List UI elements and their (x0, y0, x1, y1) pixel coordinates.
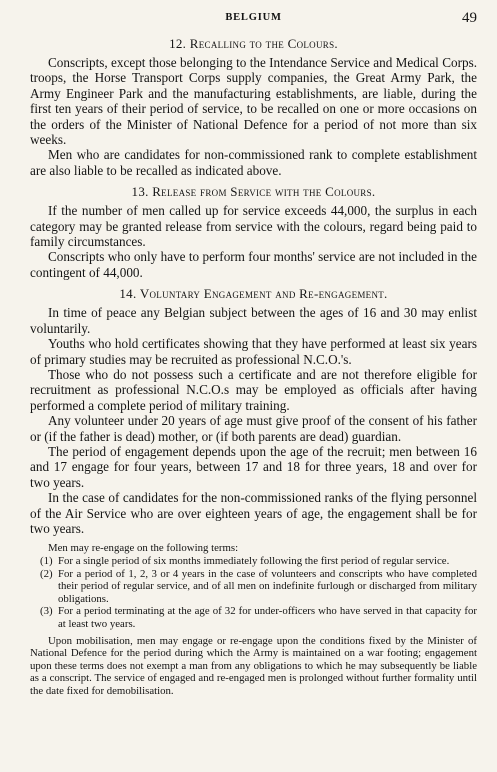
paragraph: The period of engagement depends upon the age of the recruit; men between 16 and 17 engage for four years, between 17 and 18 for three years, 18 and over for two years. (30, 443, 477, 490)
paragraph: Men who are candidates for non-commissioned rank to complete establishment are also liable to be recalled as indicated above. (30, 147, 477, 178)
paragraph: Any volunteer under 20 years of age must give proof of the consent of his father or (if the father is dead) mother, or (if both parents are dead) guardian. (30, 413, 477, 444)
reengage-intro: Men may re-engage on the following terms: (48, 542, 239, 555)
running-title: BELGIUM (225, 12, 282, 23)
section-recalling (30, 36, 477, 178)
reengage-closing: Upon mobilisation, men may engage or re-engage upon the conditions fixed by the Minister of National Defence for the period during which the Army is maintained on a war footing; engagement upon these terms does not exempt a man from any obligations to which he may subsequently be liable as a conscript. The service of engaged and re-engaged men is prolonged without further formality until the date fixed for demobilisation. (30, 634, 477, 697)
paragraph: If the number of men called up for service exceeds 44,000, the surplus in each category may be granted release from service with the colours, regard being paid to family circumstances. (30, 203, 477, 250)
paragraph: Those who do not possess such a certificate and are not therefore eligible for recruitment as professional N.C.O.s may be employed as officials after having performed a complete period of military training. (30, 366, 477, 413)
reengagement-block (30, 542, 477, 697)
list-item (30, 568, 477, 606)
list-item (30, 555, 477, 568)
paragraph: Conscripts who only have to perform four months' service are not included in the contingent of 44,000. (30, 249, 477, 280)
list-item-text: For a period of 1, 2, 3 or 4 years in the case of volunteers and conscripts who have completed their period of regular service, and of all men on indefinite furlough or discharged from military obligations. (58, 567, 477, 605)
list-item-text: For a period terminating at the age of 32 for under-officers who have served in that capacity for at least two years. (58, 605, 477, 630)
page-header (30, 10, 477, 32)
page-number: 49 (462, 10, 477, 26)
list-item-number: (1) (40, 554, 53, 567)
paragraph: Youths who hold certificates showing that they have performed at least six years of primary studies may be recruited as professional N.C.O.'s. (30, 336, 477, 367)
paragraph: Conscripts, except those belonging to the Intendance Service and Medical Corps. troops, the Horse Transport Corps supply companies, the Great Army Park, the Army Engineer Park and the manufacturing establishments, are liable, during the first ten years of their period of service, to be recalled on one or more occasions on the orders of the Minister of National Defence for a period of not more than six weeks. (30, 55, 477, 148)
list-item-number: (2) (40, 567, 53, 580)
section-heading: 12. Recalling to the Colours. (169, 36, 338, 51)
list-item-number: (3) (40, 605, 53, 618)
paragraph: In the case of candidates for the non-commissioned ranks of the flying personnel of the Air Service who are over eighteen years of age, the engagement shall be for two years. (30, 490, 477, 536)
section-release (30, 184, 477, 280)
section-voluntary-engagement (30, 286, 477, 536)
list-item (30, 605, 477, 630)
list-item-text: For a single period of six months immediately following the first period of regular service. (58, 554, 450, 567)
reengage-terms-list (30, 555, 477, 631)
section-heading: 13. Release from Service with the Colours. (131, 184, 376, 200)
section-heading: 14. Voluntary Engagement and Re-engagement. (119, 286, 388, 302)
paragraph: In time of peace any Belgian subject between the ages of 16 and 30 may enlist voluntarily. (30, 305, 477, 336)
